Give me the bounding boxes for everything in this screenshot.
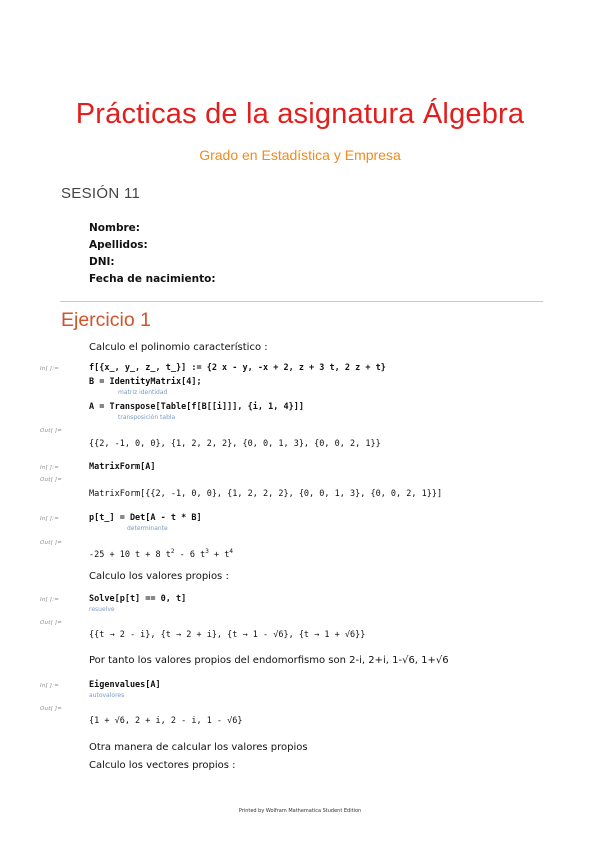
page-title: Prácticas de la asignatura Álgebra bbox=[75, 98, 525, 130]
code-line[interactable]: A = Transpose[Table[f[B[[i]]], {i, 1, 4}]] bbox=[89, 402, 304, 412]
conclusion-text: Por tanto los valores propios del endomorfismo son 2-i, 2+i, 1-√6, 1+√6 bbox=[89, 655, 449, 666]
other-method-text: Otra manera de calcular los valores propios bbox=[89, 742, 308, 753]
output-value: MatrixForm[{{2, -1, 0, 0}, {1, 2, 2, 2}, {0, 0, 1, 3}, {0, 0, 2, 1}}] bbox=[89, 489, 443, 499]
input-label: In[ ]:= bbox=[40, 683, 60, 689]
exercise-title: Ejercicio 1 bbox=[61, 309, 151, 331]
output-label: Out[ ]= bbox=[40, 706, 63, 712]
code-line[interactable]: Eigenvalues[A] bbox=[89, 680, 161, 690]
input-label: In[ ]:= bbox=[40, 597, 60, 603]
output-value: {{t → 2 - i}, {t → 2 + i}, {t → 1 - √6}, {t → 1 + √6}} bbox=[89, 630, 366, 640]
intro-text: Calculo el polinomio característico : bbox=[89, 342, 268, 353]
function-hint: transposición tabla bbox=[118, 414, 176, 421]
output-value: {1 + √6, 2 + i, 2 - i, 1 - √6} bbox=[89, 716, 243, 726]
field-fecha: Fecha de nacimiento: bbox=[89, 273, 216, 285]
output-label: Out[ ]= bbox=[40, 428, 63, 434]
output-label: Out[ ]= bbox=[40, 477, 63, 483]
output-label: Out[ ]= bbox=[40, 620, 63, 626]
field-nombre: Nombre: bbox=[89, 222, 140, 234]
function-hint: resuelve bbox=[89, 606, 115, 613]
code-line[interactable]: Solve[p[t] == 0, t] bbox=[89, 594, 187, 604]
code-line[interactable]: f[{x_, y_, z_, t_}] := {2 x - y, -x + 2, z + 3 t, 2 z + t} bbox=[89, 363, 386, 373]
output-value: {{2, -1, 0, 0}, {1, 2, 2, 2}, {0, 0, 1, 3}, {0, 0, 2, 1}} bbox=[89, 439, 381, 449]
input-label: In[ ]:= bbox=[40, 465, 60, 471]
section-divider bbox=[60, 301, 543, 302]
function-hint: matriz identidad bbox=[118, 389, 168, 396]
code-line[interactable]: B = IdentityMatrix[4]; bbox=[89, 377, 202, 387]
page-footer: Printed by Wolfram Mathematica Student Edition bbox=[238, 808, 362, 814]
field-apellidos: Apellidos: bbox=[89, 239, 148, 251]
function-hint: determinante bbox=[127, 525, 168, 532]
field-dni: DNI: bbox=[89, 256, 115, 268]
input-label: In[ ]:= bbox=[40, 366, 60, 372]
code-line[interactable]: p[t_] = Det[A - t * B] bbox=[89, 513, 202, 523]
output-label: Out[ ]= bbox=[40, 540, 63, 546]
input-label: In[ ]:= bbox=[40, 516, 60, 522]
vectors-text: Calculo los vectores propios : bbox=[89, 760, 236, 771]
polynomial-output: -25 + 10 t + 8 $t^2 - 6$ $t^3 + t^4$ bbox=[89, 548, 233, 560]
code-line[interactable]: MatrixForm[A] bbox=[89, 462, 156, 472]
function-hint: autovalores bbox=[89, 692, 125, 699]
session-heading: SESIÓN 11 bbox=[61, 185, 141, 202]
page-subtitle: Grado en Estadística y Empresa bbox=[199, 147, 401, 163]
eigen-intro-text: Calculo los valores propios : bbox=[89, 571, 229, 582]
